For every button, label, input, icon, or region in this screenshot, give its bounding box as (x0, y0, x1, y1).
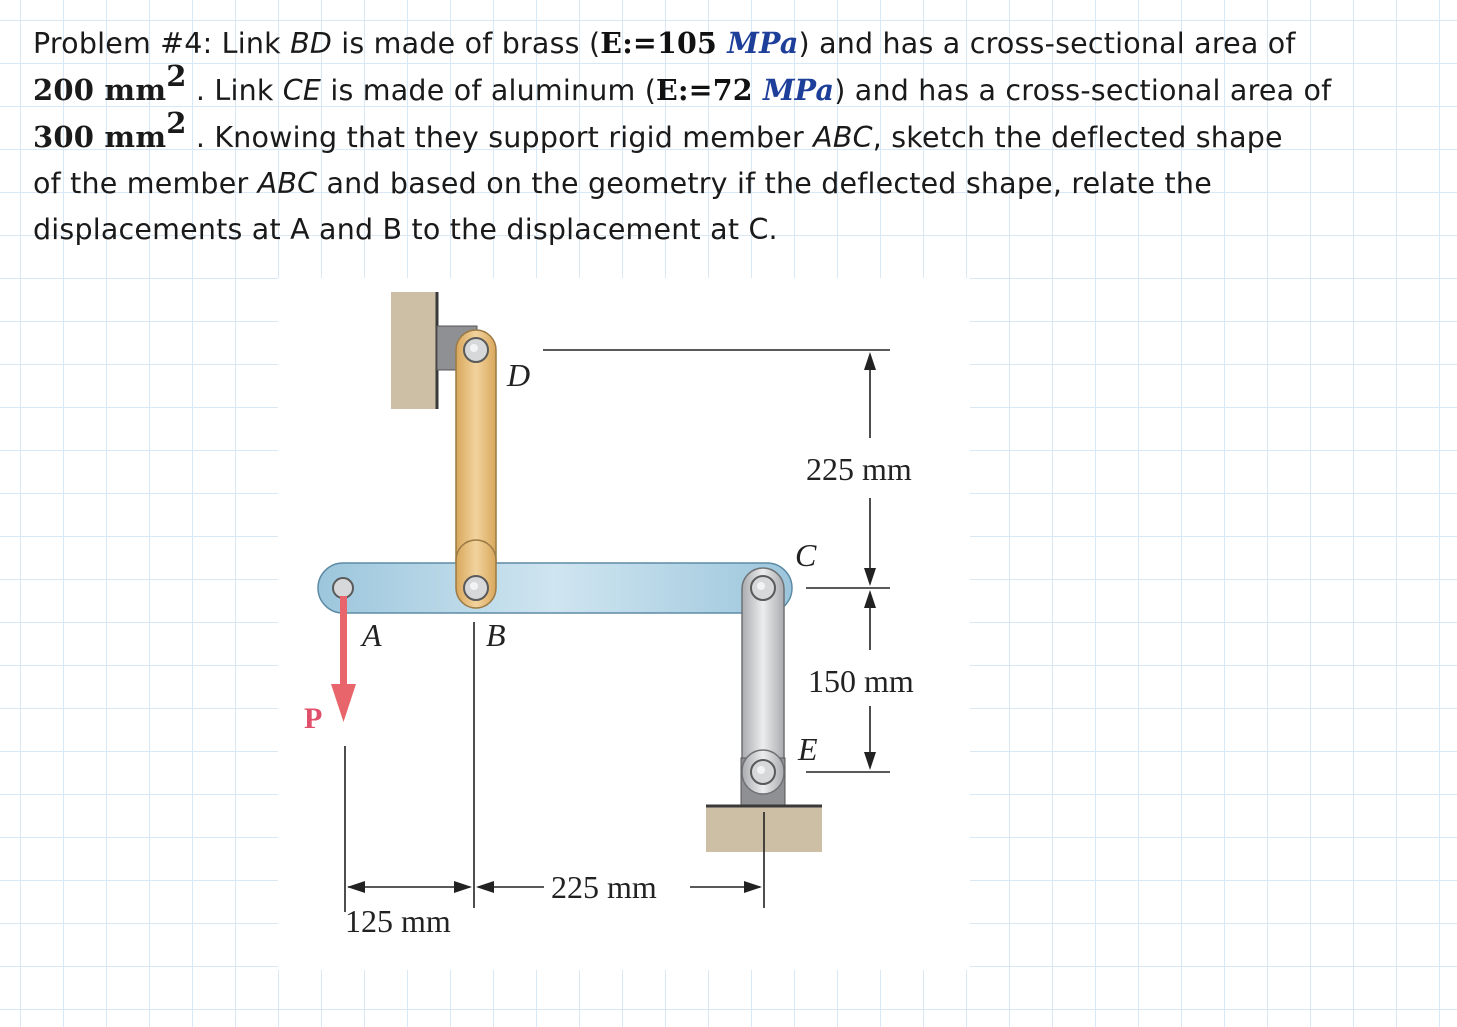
aluminum-area: 300 mm (33, 120, 167, 154)
text: is made of brass ( (331, 27, 601, 60)
text: . Link (186, 74, 283, 107)
text: Problem #4: Link (33, 27, 291, 60)
load-arrow-p (331, 596, 356, 722)
link-ce-label: CE (282, 74, 322, 107)
text: ) and has a cross-sectional area of (834, 74, 1332, 107)
pin-e (751, 760, 775, 784)
member-abc-label: ABC (813, 121, 873, 154)
label-e: E (798, 731, 818, 767)
load-label-p: P (304, 702, 323, 735)
dim-125-horizontal-arrows (347, 881, 472, 893)
rigid-member-abc (318, 563, 792, 613)
text: ) and has a cross-sectional area of (798, 27, 1296, 60)
pin-a (333, 578, 353, 598)
label-d: D (507, 357, 531, 393)
pin-d (464, 338, 488, 362)
brass-modulus-unit: MPa (727, 26, 799, 60)
dim-125-horizontal: 125 mm (345, 903, 451, 939)
brass-modulus: E:=105 (600, 26, 728, 60)
member-abc-label: ABC (257, 167, 318, 200)
link-bd-label: BD (290, 27, 332, 60)
aluminum-modulus-unit: MPa (762, 73, 835, 107)
text: and based on the geometry if the deflected shape, relate the (317, 167, 1212, 200)
exponent: 2 (166, 59, 187, 93)
pin-c (751, 576, 775, 600)
label-a: A (362, 617, 382, 653)
brass-area: 200 mm (33, 73, 167, 107)
label-b: B (486, 617, 506, 653)
dim-225-horizontal: 225 mm (551, 869, 657, 905)
dim-225-vertical: 225 mm (806, 451, 912, 487)
label-c: C (795, 537, 817, 573)
text: displacements at A and B to the displacement at C. (33, 213, 778, 246)
wall-support (391, 292, 437, 409)
text: , sketch the deflected shape (872, 121, 1283, 154)
aluminum-modulus: E:=72 (656, 73, 763, 107)
exponent: 2 (166, 106, 187, 140)
pin-b (464, 576, 488, 600)
text: of the member (33, 167, 258, 200)
text: . Knowing that they support rigid member (186, 121, 814, 154)
text: is made of aluminum ( (321, 74, 657, 107)
dim-150-vertical: 150 mm (808, 663, 914, 699)
